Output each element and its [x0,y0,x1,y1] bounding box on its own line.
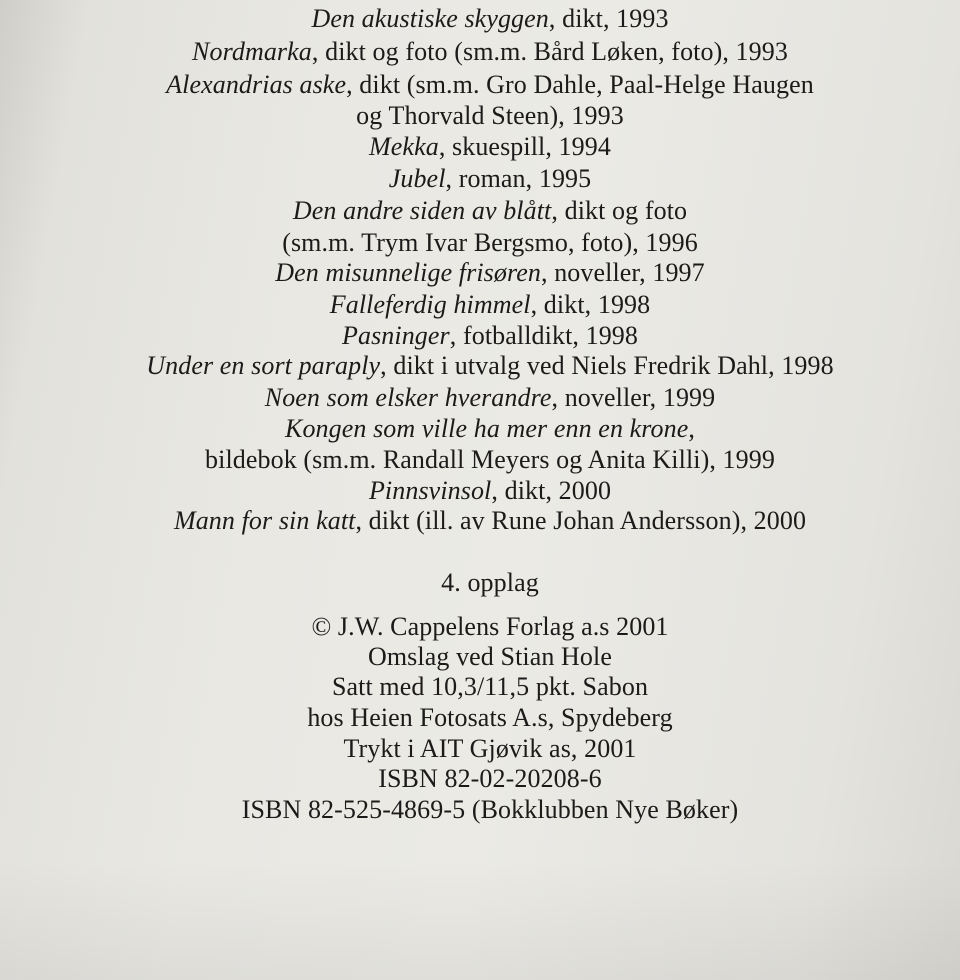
printer-line: Trykt i AIT Gjøvik as, 2001 [343,734,637,763]
bibliography-entry: Mekka, skuespill, 1994 [369,132,611,161]
bibliography-entry: Den andre siden av blått, dikt og foto [292,196,688,225]
bibliography-entry: Jubel, roman, 1995 [388,164,592,193]
isbn-line: ISBN 82-02-20208-6 [378,764,602,793]
bibliography-entry: Pasninger, fotballdikt, 1998 [341,321,638,350]
bibliography-entry: Kongen som ville ha mer enn en krone, [285,414,695,443]
bibliography-entry: Den misunnelige frisøren, noveller, 1997 [275,258,705,287]
isbn-bookclub-line: ISBN 82-525-4869-5 (Bokklubben Nye Bøker) [241,795,739,824]
bibliography-entry-continued: bildebok (sm.m. Randall Meyers og Anita Killi), 1999 [205,445,775,474]
edition-line: 4. opplag [441,568,539,597]
cover-credit-line: Omslag ved Stian Hole [367,642,612,671]
bibliography-entry: Under en sort paraply, dikt i utvalg ved Niels Fredrik Dahl, 1998 [146,351,834,380]
bibliography-entry: Nordmarka, dikt og foto (sm.m. Bård Løken, foto), 1993 [192,37,788,66]
page-shadow [0,860,960,980]
bibliography-entry: Den akustiske skyggen, dikt, 1993 [311,4,669,33]
bibliography-entry: Mann for sin katt, dikt (ill. av Rune Johan Andersson), 2000 [173,506,807,535]
copyright-line: © J.W. Cappelens Forlag a.s 2001 [311,612,669,641]
typesetter-line: hos Heien Fotosats A.s, Spydeberg [307,703,673,732]
bibliography-entry-continued: (sm.m. Trym Ivar Bergsmo, foto), 1996 [282,228,698,257]
typeset-line: Satt med 10,3/11,5 pkt. Sabon [331,672,649,701]
bibliography-entry: Pinnsvinsol, dikt, 2000 [368,476,612,505]
bibliography-entry: Alexandrias aske, dikt (sm.m. Gro Dahle, Paal-Helge Haugen [166,70,814,99]
bibliography-entry: Noen som elsker hverandre, noveller, 1999 [264,383,716,412]
bibliography-entry: Falleferdig himmel, dikt, 1998 [329,290,651,319]
bibliography-entry-continued: og Thorvald Steen), 1993 [356,101,624,130]
